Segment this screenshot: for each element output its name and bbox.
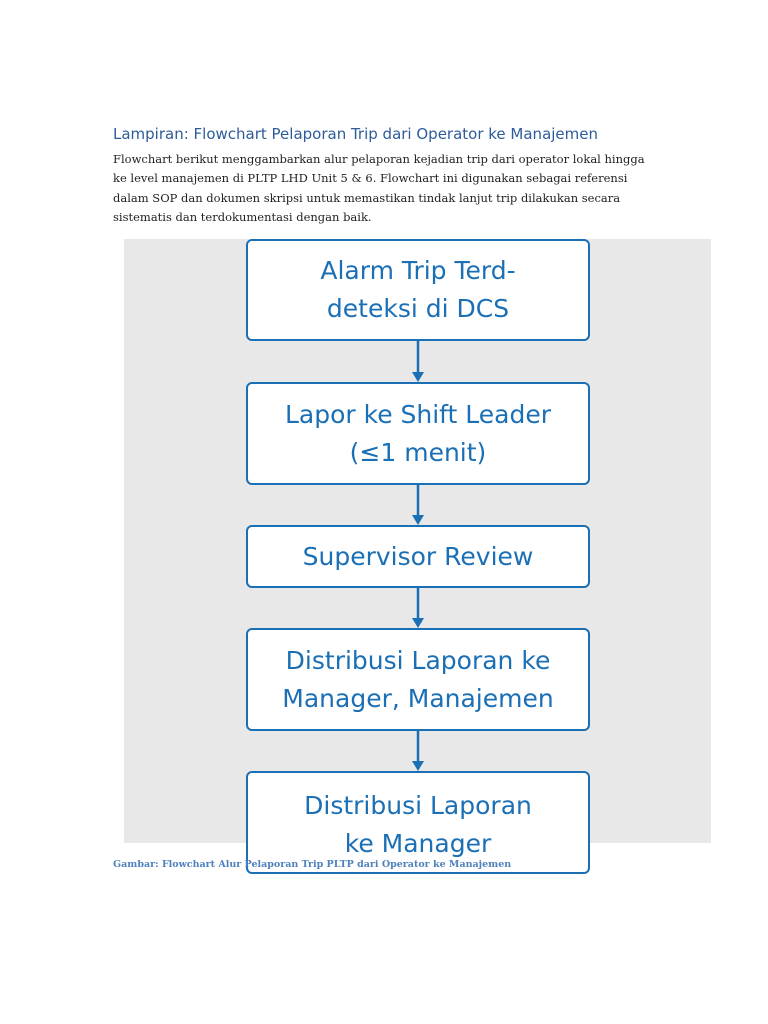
paragraph-line: ke level manajemen di PLTP LHD Unit 5 & 6. Flowchart ini digunakan sebagai referensi — [113, 171, 628, 186]
figure-caption: Gambar: Flowchart Alur Pelaporan Trip PLTP dari Operator ke Manajemen — [113, 859, 512, 870]
flow-step-text: Alarm Trip Terd- — [320, 256, 516, 285]
flow-arrow — [410, 341, 426, 383]
flow-step-lapor — [246, 382, 590, 485]
flow-arrow — [410, 485, 426, 526]
section-heading: Lampiran: Flowchart Pelaporan Trip dari Operator ke Manajemen — [113, 125, 599, 143]
flowchart-figure — [124, 239, 711, 858]
flow-arrow — [410, 731, 426, 772]
paragraph-line: Flowchart berikut menggambarkan alur pelaporan kejadian trip dari operator lokal hingga — [113, 152, 645, 166]
flow-step-alarm — [246, 239, 590, 341]
paragraph-line: sistematis dan terdokumentasi dengan baik. — [113, 209, 372, 224]
paragraph-line: dalam SOP dan dokumen skripsi untuk memastikan tindak lanjut trip dilakukan secara — [113, 190, 621, 205]
flow-step-text: deteksi di DCS — [326, 294, 510, 323]
intro-paragraph — [113, 150, 673, 227]
flow-step-text: Manager, Manajemen — [282, 683, 554, 713]
flow-step-text: (≤1 menit) — [349, 437, 487, 467]
flow-step-text: Supervisor Review — [302, 541, 534, 571]
flow-arrow — [410, 588, 426, 629]
flow-step-distribusi-manajemen — [246, 628, 590, 731]
flow-step-text: Distribusi Laporan ke — [285, 645, 551, 675]
flow-step-text: Lapor ke Shift Leader — [284, 399, 552, 429]
flow-step-text: ke Manager — [344, 829, 492, 858]
flow-step-supervisor — [246, 525, 590, 588]
flow-step-text: Distribusi Laporan — [304, 791, 532, 820]
